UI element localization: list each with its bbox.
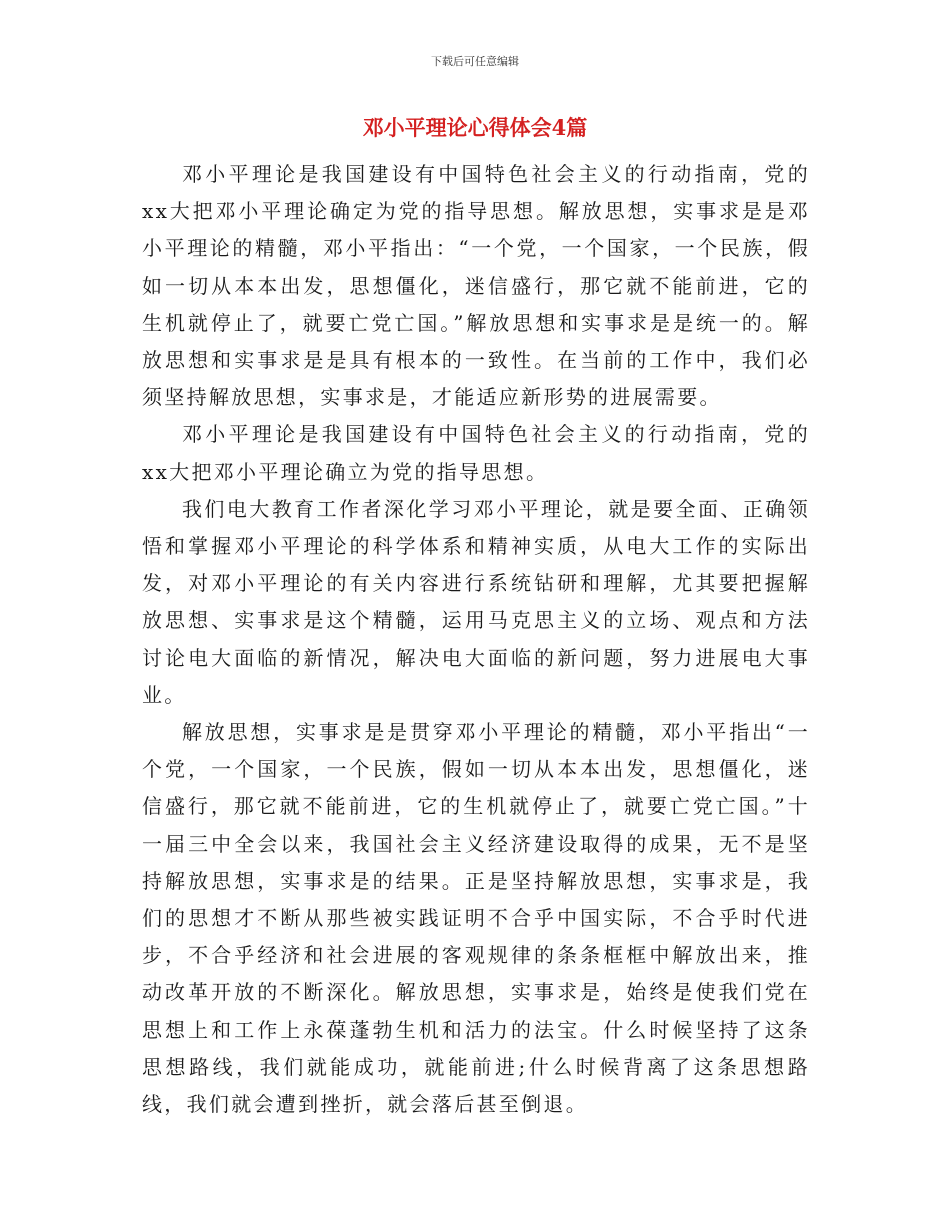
document-body (142, 156, 810, 1123)
paragraph-2: 邓小平理论是我国建设有中国特色社会主义的行动指南，党的xx大把邓小平理论确立为党的指导思想。 (142, 422, 810, 484)
paragraph-4: 解放思想，实事求是是贯穿邓小平理论的精髓，邓小平指出“一个党，一个国家，一个民族，假如一切从本本出发，思想僵化，迷信盛行，那它就不能前进，它的生机就停止了，就要亡党亡国。”十一届三中全会以来，我国社会主义经济建设取得的成果，无不是坚持解放思想，实事求是的结果。正是坚持解放思想，实事求是，我们的思想才不断从那些被实践证明不合乎中国实际，不合乎时代进步，不合乎经济和社会进展的客观规律的条条框框中解放出来，推动改革开放的不断深化。解放思想，实事求是，始终是使我们党在思想上和工作上永葆蓬勃生机和活力的法宝。什么时候坚持了这条思想路线，我们就能成功，就能前进;什么时候背离了这条思想路线，我们就会遭到挫折，就会落后甚至倒退。 (142, 720, 810, 1117)
document-title: 邓小平理论心得体会4篇 (362, 115, 588, 140)
paragraph-3: 我们电大教育工作者深化学习邓小平理论，就是要全面、正确领悟和掌握邓小平理论的科学体系和精神实质，从电大工作的实际出发，对邓小平理论的有关内容进行系统钻研和理解，尤其要把握解放思想、实事求是这个精髓，运用马克思主义的立场、观点和方法讨论电大面临的新情况，解决电大面临的新问题，努力进展电大事业。 (142, 496, 810, 707)
header-note: 下载后可任意编辑 (431, 55, 519, 68)
paragraph-1: 邓小平理论是我国建设有中国特色社会主义的行动指南，党的xx大把邓小平理论确定为党的指导思想。解放思想，实事求是是邓小平理论的精髓，邓小平指出：“一个党，一个国家，一个民族，假如一切从本本出发，思想僵化，迷信盛行，那它就不能前进，它的生机就停止了，就要亡党亡国。”解放思想和实事求是是统一的。解放思想和实事求是是具有根本的一致性。在当前的工作中，我们必须坚持解放思想，实事求是，才能适应新形势的进展需要。 (142, 162, 810, 410)
